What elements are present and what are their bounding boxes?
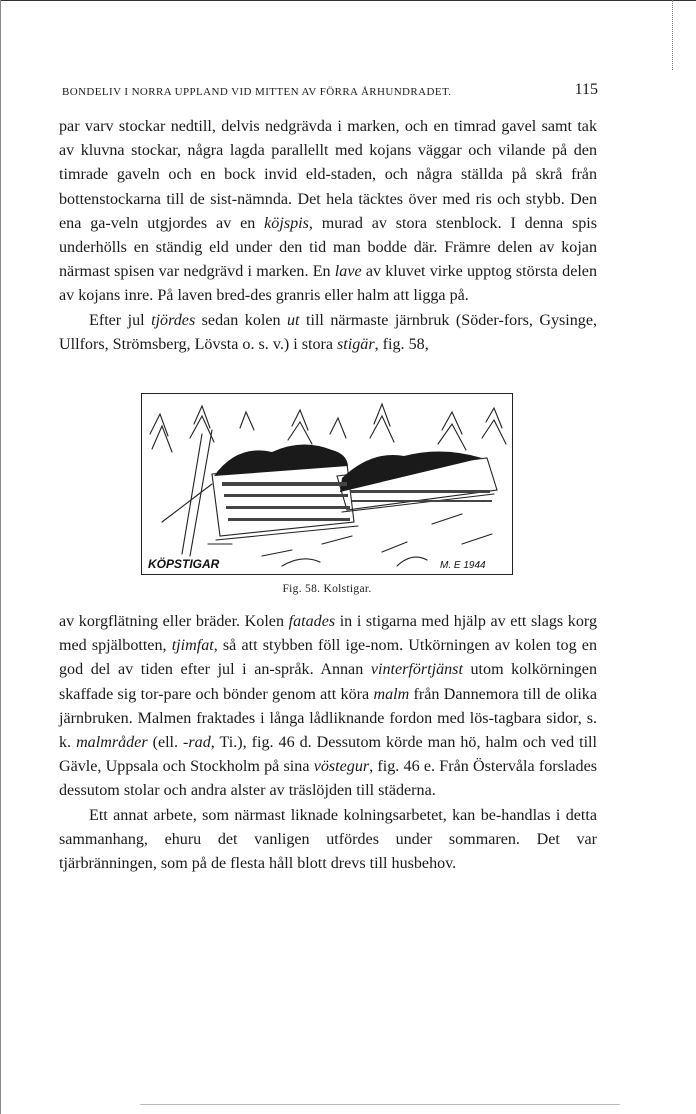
running-header	[62, 81, 598, 98]
sketch-label: KÖPSTIGAR	[148, 557, 220, 571]
page-bottom-rule	[140, 1104, 620, 1105]
term-vostegur: vöstegur	[313, 758, 370, 776]
paragraph-kolkorning: Efter jul tjördes sedan kolen ut till närmaste järnbruk (Söder-fors, Gysinge, Ullfors, Strömsberg, Lövsta o. s. v.) i stora stigär, fig. 58,	[59, 311, 598, 353]
running-title: BONDELIV I NORRA UPPLAND VID MITTEN AV FÖRRA ÅRHUNDRADET.	[62, 86, 452, 98]
term-lave: lave	[334, 263, 362, 281]
term-fatades: fatades	[288, 613, 336, 630]
figure-kolstigar	[141, 393, 513, 575]
paragraph-stigar: av korgflätning eller bräder. Kolen fatades in i stigarna med hjälp av ett slags korg med spjälbotten, tjimfat, så att stybben föll ige-nom. Utkörningen av kolen tog en god del av tiden efter jul i an-språk. Annan vinterförtjänst utom kolkörningen skaffade sig tor-pare och bönder genom att köra malm från Dannemora till de olika järnbruken. Malmen fraktades i långa lådliknande fordon med lös-tagbara sidor, s. k. malmråder (ell. -rad, Ti.), fig. 46 d. Dessutom körde man hö, halm och ved till Gävle, Uppsala och Stockholm på sina vöstegur, fig. 46 e. Från Östervåla forslades dessutom stolar och andra alster av träslöjden till städerna.	[59, 613, 597, 800]
page-right-margin-dots	[672, 0, 673, 70]
term-malm: malm	[373, 685, 410, 703]
term-rad: -rad	[183, 734, 211, 752]
kolstigar-sketch	[142, 394, 512, 574]
page-number: 115	[574, 81, 598, 98]
body-text-top	[59, 115, 597, 357]
term-malmrader: malmråder	[76, 734, 148, 752]
term-ut: ut	[287, 311, 300, 329]
page-top-rule	[0, 0, 696, 1]
term-tjordes: tjördes	[151, 311, 196, 329]
artist-signature: M. E 1944	[440, 560, 486, 571]
term-vinterfortjanst: vinterförtjänst	[370, 661, 463, 679]
paragraph-tjarbranning: Ett annat arbete, som närmast liknade kolningsarbetet, kan be-handlas i detta sammanhang, ehuru det vanligen utfördes under sommaren. Det var tjärbränningen, som på de flesta håll blott drevs till husbehov.	[59, 806, 597, 873]
body-text-bottom	[59, 610, 597, 876]
term-kojspis: köjspis	[264, 214, 309, 232]
term-tjimfat: tjimfat	[171, 637, 214, 655]
page-left-edge	[0, 0, 1, 1114]
figure-caption: Fig. 58. Kolstigar.	[282, 583, 372, 595]
term-stigar: stigär	[337, 335, 375, 353]
paragraph-koja: par varv stockar nedtill, delvis nedgrävda i marken, och en timrad gavel samt tak av kluvna stockar, några lagda parallellt med kojans väggar och vilande på den timrade gaveln och en bock invid eld-staden, och några ställda på skrå från bottenstockarna till de sist-nämnda. Det hela täcktes över med ris och stybb. Den ena ga-veln utgjordes av en köjspis, murad av stora stenblock. I denna spis underhölls en ständig eld under den tid man bodde där. Främre delen av kojan närmast spisen var nedgrävd i marken. En lave av kluvet virke upptog största delen av kojans inre. På laven bred-des granris eller halm att ligga på.	[59, 118, 598, 305]
